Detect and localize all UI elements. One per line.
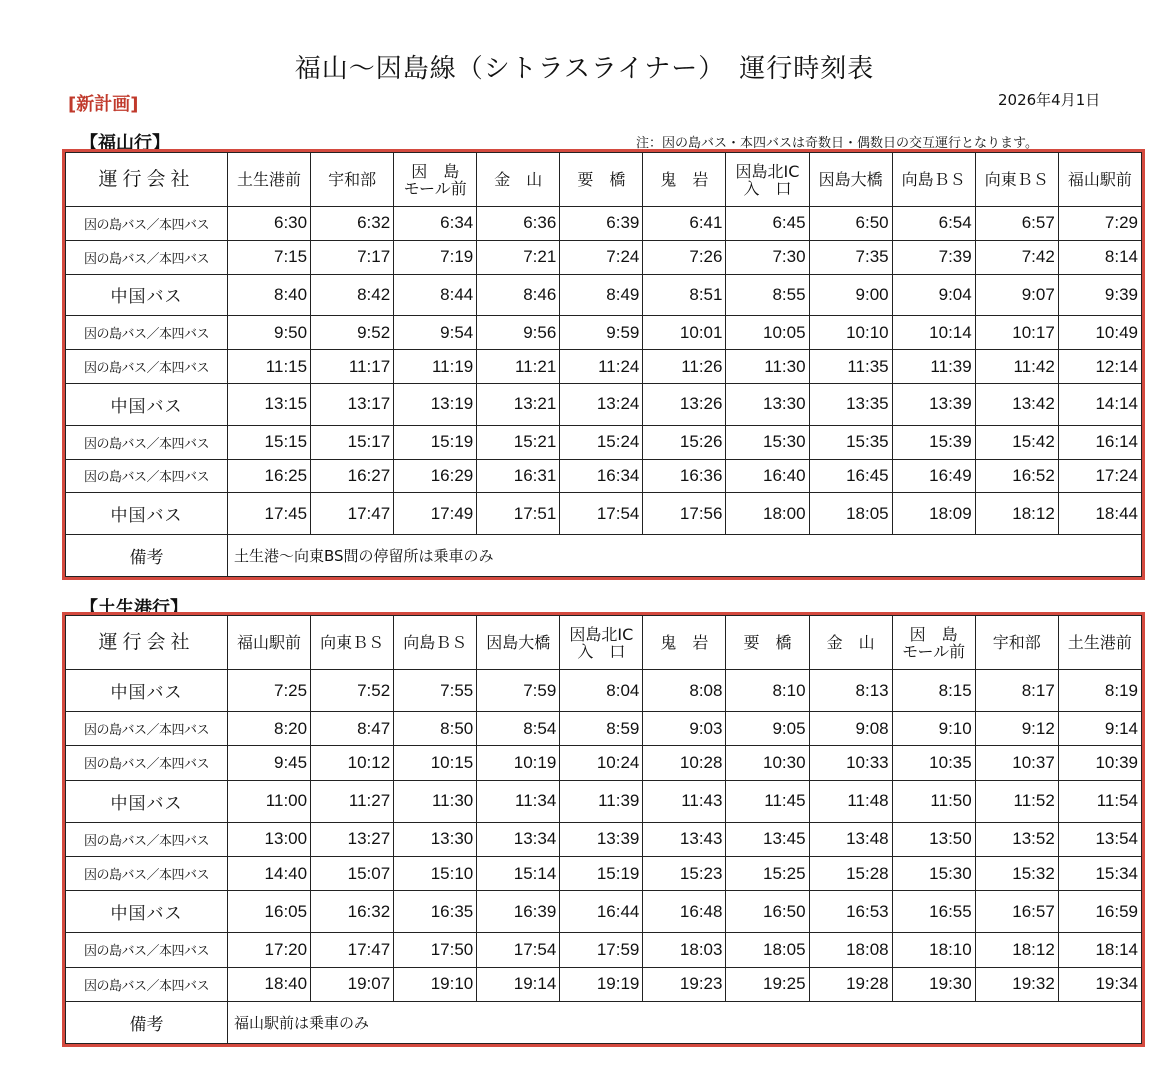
operator-cell: 中国バス	[66, 383, 228, 425]
operator-cell: 因の島バス／本四バス	[66, 856, 228, 890]
time-cell: 10:30	[726, 746, 809, 780]
time-cell: 6:36	[477, 207, 560, 241]
time-cell: 10:01	[643, 316, 726, 350]
time-cell: 10:17	[975, 316, 1058, 350]
time-cell: 6:50	[809, 207, 892, 241]
time-cell: 15:32	[975, 856, 1058, 890]
time-cell: 6:34	[394, 207, 477, 241]
time-cell: 8:46	[477, 274, 560, 316]
stop-header: 土生港前	[228, 153, 311, 207]
operator-cell: 因の島バス／本四バス	[66, 425, 228, 459]
time-cell: 9:07	[975, 274, 1058, 316]
time-cell: 13:17	[311, 383, 394, 425]
table-row	[66, 240, 1142, 274]
time-cell: 11:43	[643, 780, 726, 822]
table-row	[66, 350, 1142, 384]
time-cell: 9:08	[809, 712, 892, 746]
time-cell: 18:12	[975, 933, 1058, 967]
time-cell: 8:47	[311, 712, 394, 746]
time-cell: 9:04	[892, 274, 975, 316]
time-cell: 7:52	[311, 670, 394, 712]
timetable-habu-bound	[62, 612, 1145, 1047]
time-cell: 16:40	[726, 459, 809, 493]
remark-row	[66, 535, 1142, 577]
time-cell: 15:23	[643, 856, 726, 890]
company-header: 運行会社	[66, 153, 228, 207]
time-cell: 9:05	[726, 712, 809, 746]
operator-cell: 因の島バス／本四バス	[66, 240, 228, 274]
time-cell: 17:59	[560, 933, 643, 967]
time-cell: 19:07	[311, 967, 394, 1001]
table-row	[66, 712, 1142, 746]
header-row	[66, 153, 1142, 207]
time-cell: 10:35	[892, 746, 975, 780]
operator-cell: 因の島バス／本四バス	[66, 459, 228, 493]
time-cell: 13:54	[1058, 822, 1141, 856]
stop-header: 因島大橋	[809, 153, 892, 207]
time-cell: 10:33	[809, 746, 892, 780]
time-cell: 11:39	[892, 350, 975, 384]
stop-header: 要 橋	[560, 153, 643, 207]
time-cell: 15:25	[726, 856, 809, 890]
table-row	[66, 425, 1142, 459]
time-cell: 7:39	[892, 240, 975, 274]
time-cell: 18:05	[726, 933, 809, 967]
time-cell: 18:00	[726, 493, 809, 535]
time-cell: 11:39	[560, 780, 643, 822]
time-cell: 13:39	[892, 383, 975, 425]
operator-cell: 因の島バス／本四バス	[66, 712, 228, 746]
time-cell: 6:54	[892, 207, 975, 241]
time-cell: 16:29	[394, 459, 477, 493]
time-cell: 16:44	[560, 891, 643, 933]
time-cell: 10:10	[809, 316, 892, 350]
time-cell: 16:39	[477, 891, 560, 933]
time-cell: 7:29	[1058, 207, 1141, 241]
operator-cell: 中国バス	[66, 493, 228, 535]
time-cell: 18:40	[228, 967, 311, 1001]
time-cell: 11:52	[975, 780, 1058, 822]
operator-cell: 因の島バス／本四バス	[66, 822, 228, 856]
time-cell: 9:03	[643, 712, 726, 746]
table-row	[66, 780, 1142, 822]
section-label-fukuyama: 【福山行】	[80, 133, 170, 154]
remark-label: 備考	[66, 535, 228, 577]
time-cell: 13:42	[975, 383, 1058, 425]
table-row	[66, 933, 1142, 967]
time-cell: 17:24	[1058, 459, 1141, 493]
table-row	[66, 891, 1142, 933]
time-cell: 8:42	[311, 274, 394, 316]
table-row	[66, 207, 1142, 241]
time-cell: 7:26	[643, 240, 726, 274]
time-cell: 7:15	[228, 240, 311, 274]
time-cell: 17:54	[560, 493, 643, 535]
time-cell: 13:30	[394, 822, 477, 856]
time-cell: 15:10	[394, 856, 477, 890]
time-cell: 7:25	[228, 670, 311, 712]
time-cell: 16:53	[809, 891, 892, 933]
section-label-habu: 【土生港行】	[80, 598, 188, 619]
time-cell: 11:17	[311, 350, 394, 384]
stop-header: 因 島 モール前	[892, 616, 975, 670]
header-row	[66, 616, 1142, 670]
time-cell: 8:55	[726, 274, 809, 316]
time-cell: 16:45	[809, 459, 892, 493]
stop-header: 向島ＢＳ	[394, 616, 477, 670]
time-cell: 8:14	[1058, 240, 1141, 274]
stop-header: 因島北IC 入 口	[560, 616, 643, 670]
time-cell: 10:39	[1058, 746, 1141, 780]
time-cell: 8:17	[975, 670, 1058, 712]
time-cell: 18:12	[975, 493, 1058, 535]
time-cell: 19:30	[892, 967, 975, 1001]
time-cell: 19:32	[975, 967, 1058, 1001]
time-cell: 13:00	[228, 822, 311, 856]
table-row	[66, 746, 1142, 780]
stop-header: 福山駅前	[228, 616, 311, 670]
time-cell: 16:25	[228, 459, 311, 493]
time-cell: 18:03	[643, 933, 726, 967]
time-cell: 18:10	[892, 933, 975, 967]
time-cell: 8:50	[394, 712, 477, 746]
time-cell: 11:30	[726, 350, 809, 384]
time-cell: 6:30	[228, 207, 311, 241]
time-cell: 8:08	[643, 670, 726, 712]
time-cell: 16:49	[892, 459, 975, 493]
table-row	[66, 967, 1142, 1001]
time-cell: 19:25	[726, 967, 809, 1001]
time-cell: 8:51	[643, 274, 726, 316]
time-cell: 7:59	[477, 670, 560, 712]
stop-header: 福山駅前	[1058, 153, 1141, 207]
table-row	[66, 459, 1142, 493]
timetable-table	[65, 152, 1142, 577]
time-cell: 17:45	[228, 493, 311, 535]
time-cell: 9:56	[477, 316, 560, 350]
time-cell: 18:09	[892, 493, 975, 535]
time-cell: 9:10	[892, 712, 975, 746]
time-cell: 15:28	[809, 856, 892, 890]
stop-header: 因島北IC 入 口	[726, 153, 809, 207]
time-cell: 15:34	[1058, 856, 1141, 890]
time-cell: 16:57	[975, 891, 1058, 933]
time-cell: 13:19	[394, 383, 477, 425]
operator-cell: 因の島バス／本四バス	[66, 746, 228, 780]
time-cell: 11:00	[228, 780, 311, 822]
table-row	[66, 383, 1142, 425]
time-cell: 6:45	[726, 207, 809, 241]
time-cell: 13:48	[809, 822, 892, 856]
time-cell: 8:04	[560, 670, 643, 712]
time-cell: 13:30	[726, 383, 809, 425]
time-cell: 9:39	[1058, 274, 1141, 316]
time-cell: 7:24	[560, 240, 643, 274]
time-cell: 11:50	[892, 780, 975, 822]
time-cell: 16:59	[1058, 891, 1141, 933]
time-cell: 17:47	[311, 493, 394, 535]
time-cell: 16:36	[643, 459, 726, 493]
time-cell: 9:52	[311, 316, 394, 350]
time-cell: 8:10	[726, 670, 809, 712]
time-cell: 11:19	[394, 350, 477, 384]
time-cell: 9:45	[228, 746, 311, 780]
time-cell: 15:39	[892, 425, 975, 459]
time-cell: 11:21	[477, 350, 560, 384]
time-cell: 13:21	[477, 383, 560, 425]
time-cell: 11:35	[809, 350, 892, 384]
time-cell: 8:54	[477, 712, 560, 746]
remark-row	[66, 1001, 1142, 1043]
company-header: 運行会社	[66, 616, 228, 670]
stop-header: 向東ＢＳ	[975, 153, 1058, 207]
time-cell: 9:50	[228, 316, 311, 350]
time-cell: 19:19	[560, 967, 643, 1001]
remark-text: 福山駅前は乗車のみ	[228, 1001, 1142, 1043]
time-cell: 7:19	[394, 240, 477, 274]
time-cell: 18:08	[809, 933, 892, 967]
stop-header: 向島ＢＳ	[892, 153, 975, 207]
issue-date: 2026年4月1日	[998, 91, 1101, 109]
operator-cell: 因の島バス／本四バス	[66, 933, 228, 967]
time-cell: 15:07	[311, 856, 394, 890]
operator-cell: 因の島バス／本四バス	[66, 316, 228, 350]
time-cell: 13:39	[560, 822, 643, 856]
table-row	[66, 274, 1142, 316]
table-row	[66, 670, 1142, 712]
time-cell: 16:50	[726, 891, 809, 933]
time-cell: 17:20	[228, 933, 311, 967]
time-cell: 9:59	[560, 316, 643, 350]
operator-cell: 因の島バス／本四バス	[66, 350, 228, 384]
time-cell: 17:50	[394, 933, 477, 967]
time-cell: 13:24	[560, 383, 643, 425]
time-cell: 15:19	[394, 425, 477, 459]
time-cell: 10:15	[394, 746, 477, 780]
time-cell: 6:41	[643, 207, 726, 241]
time-cell: 11:26	[643, 350, 726, 384]
time-cell: 19:23	[643, 967, 726, 1001]
plan-label: [新計画]	[68, 94, 139, 115]
time-cell: 7:42	[975, 240, 1058, 274]
time-cell: 11:54	[1058, 780, 1141, 822]
time-cell: 13:50	[892, 822, 975, 856]
time-cell: 15:30	[892, 856, 975, 890]
table-row	[66, 493, 1142, 535]
time-cell: 8:59	[560, 712, 643, 746]
time-cell: 19:34	[1058, 967, 1141, 1001]
time-cell: 13:27	[311, 822, 394, 856]
table-row	[66, 822, 1142, 856]
time-cell: 10:19	[477, 746, 560, 780]
operator-cell: 中国バス	[66, 274, 228, 316]
time-cell: 11:24	[560, 350, 643, 384]
time-cell: 16:32	[311, 891, 394, 933]
operator-cell: 中国バス	[66, 670, 228, 712]
time-cell: 8:13	[809, 670, 892, 712]
time-cell: 15:35	[809, 425, 892, 459]
stop-header: 土生港前	[1058, 616, 1141, 670]
time-cell: 7:55	[394, 670, 477, 712]
time-cell: 8:49	[560, 274, 643, 316]
time-cell: 10:37	[975, 746, 1058, 780]
time-cell: 10:49	[1058, 316, 1141, 350]
time-cell: 17:49	[394, 493, 477, 535]
time-cell: 9:12	[975, 712, 1058, 746]
time-cell: 19:28	[809, 967, 892, 1001]
time-cell: 15:14	[477, 856, 560, 890]
time-cell: 7:21	[477, 240, 560, 274]
time-cell: 9:54	[394, 316, 477, 350]
time-cell: 16:05	[228, 891, 311, 933]
time-cell: 14:14	[1058, 383, 1141, 425]
timetable-table	[65, 615, 1142, 1044]
stop-header: 金 山	[477, 153, 560, 207]
time-cell: 7:17	[311, 240, 394, 274]
time-cell: 10:05	[726, 316, 809, 350]
time-cell: 11:27	[311, 780, 394, 822]
time-cell: 11:34	[477, 780, 560, 822]
time-cell: 10:12	[311, 746, 394, 780]
time-cell: 15:24	[560, 425, 643, 459]
stop-header: 因島大橋	[477, 616, 560, 670]
time-cell: 15:21	[477, 425, 560, 459]
time-cell: 16:55	[892, 891, 975, 933]
time-cell: 9:00	[809, 274, 892, 316]
time-cell: 16:31	[477, 459, 560, 493]
time-cell: 18:05	[809, 493, 892, 535]
time-cell: 15:26	[643, 425, 726, 459]
time-cell: 7:35	[809, 240, 892, 274]
operation-note: 注：因の島バス・本四バスは奇数日・偶数日の交互運行となります。	[636, 136, 1038, 151]
time-cell: 8:40	[228, 274, 311, 316]
time-cell: 16:27	[311, 459, 394, 493]
time-cell: 13:45	[726, 822, 809, 856]
time-cell: 11:30	[394, 780, 477, 822]
operator-cell: 中国バス	[66, 780, 228, 822]
table-row	[66, 856, 1142, 890]
page-title: 福山〜因島線（シトラスライナー） 運行時刻表	[294, 54, 875, 84]
time-cell: 16:48	[643, 891, 726, 933]
stop-header: 宇和部	[311, 153, 394, 207]
time-cell: 11:45	[726, 780, 809, 822]
operator-cell: 因の島バス／本四バス	[66, 207, 228, 241]
time-cell: 6:57	[975, 207, 1058, 241]
stop-header: 宇和部	[975, 616, 1058, 670]
stop-header: 因 島 モール前	[394, 153, 477, 207]
time-cell: 15:42	[975, 425, 1058, 459]
time-cell: 11:15	[228, 350, 311, 384]
time-cell: 7:30	[726, 240, 809, 274]
time-cell: 10:24	[560, 746, 643, 780]
operator-cell: 因の島バス／本四バス	[66, 967, 228, 1001]
time-cell: 6:32	[311, 207, 394, 241]
operator-cell: 中国バス	[66, 891, 228, 933]
timetable-fukuyama-bound	[62, 149, 1145, 580]
time-cell: 19:10	[394, 967, 477, 1001]
time-cell: 16:52	[975, 459, 1058, 493]
time-cell: 11:48	[809, 780, 892, 822]
time-cell: 14:40	[228, 856, 311, 890]
time-cell: 19:14	[477, 967, 560, 1001]
time-cell: 13:26	[643, 383, 726, 425]
time-cell: 8:20	[228, 712, 311, 746]
stop-header: 鬼 岩	[643, 616, 726, 670]
time-cell: 8:15	[892, 670, 975, 712]
time-cell: 10:14	[892, 316, 975, 350]
time-cell: 17:56	[643, 493, 726, 535]
stop-header: 向東ＢＳ	[311, 616, 394, 670]
time-cell: 11:42	[975, 350, 1058, 384]
time-cell: 6:39	[560, 207, 643, 241]
time-cell: 18:14	[1058, 933, 1141, 967]
time-cell: 12:14	[1058, 350, 1141, 384]
time-cell: 13:35	[809, 383, 892, 425]
remark-text: 土生港〜向東BS間の停留所は乗車のみ	[228, 535, 1142, 577]
table-row	[66, 316, 1142, 350]
time-cell: 8:44	[394, 274, 477, 316]
time-cell: 17:47	[311, 933, 394, 967]
time-cell: 8:19	[1058, 670, 1141, 712]
stop-header: 鬼 岩	[643, 153, 726, 207]
time-cell: 10:28	[643, 746, 726, 780]
time-cell: 15:30	[726, 425, 809, 459]
time-cell: 17:51	[477, 493, 560, 535]
time-cell: 15:17	[311, 425, 394, 459]
time-cell: 9:14	[1058, 712, 1141, 746]
time-cell: 13:15	[228, 383, 311, 425]
time-cell: 13:52	[975, 822, 1058, 856]
time-cell: 16:34	[560, 459, 643, 493]
time-cell: 16:14	[1058, 425, 1141, 459]
time-cell: 13:43	[643, 822, 726, 856]
time-cell: 17:54	[477, 933, 560, 967]
time-cell: 15:15	[228, 425, 311, 459]
stop-header: 要 橋	[726, 616, 809, 670]
time-cell: 18:44	[1058, 493, 1141, 535]
time-cell: 13:34	[477, 822, 560, 856]
time-cell: 16:35	[394, 891, 477, 933]
stop-header: 金 山	[809, 616, 892, 670]
remark-label: 備考	[66, 1001, 228, 1043]
time-cell: 15:19	[560, 856, 643, 890]
